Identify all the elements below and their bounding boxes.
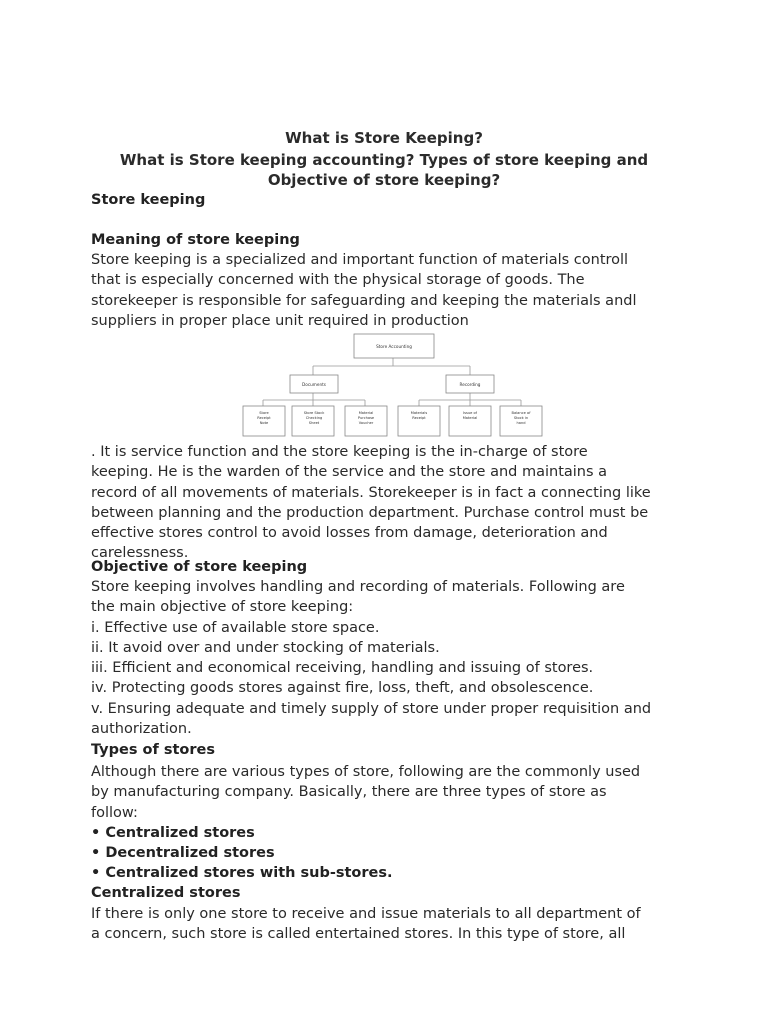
diagram-leaf-label: Store Stock Checking Sheet [303, 411, 325, 425]
paragraph-line: suppliers in proper place unit required in production [91, 312, 469, 329]
diagram-branch-recording: Recording [459, 382, 481, 387]
paragraph-line: Although there are various types of store, following are the commonly used [91, 764, 641, 780]
paragraph-line: effective stores control to avoid losses from damage, deterioration and [91, 525, 608, 542]
bullet-item: • Centralized stores [91, 824, 255, 841]
meaning-paragraph [91, 250, 695, 331]
paragraph-line: . It is service function and the store keeping is the in-charge of store [91, 444, 588, 460]
list-item: ii. It avoid over and under stocking of materials. [91, 639, 440, 656]
bullet-icon: • [91, 845, 106, 862]
types-section [91, 762, 695, 884]
list-item: i. Effective use of available store space. [91, 619, 380, 636]
bullet-item: • Decentralized stores [91, 845, 275, 862]
document-title: What is Store Keeping? [285, 129, 483, 147]
list-item: v. Ensuring adequate and timely supply of store under proper requisition and [91, 700, 652, 717]
meaning-heading: Meaning of store keeping [91, 232, 300, 248]
diagram-branch-documents: Documents [302, 382, 326, 387]
diagram-leaf-label: Materials Receipt [410, 411, 428, 420]
paragraph-line: Store keeping is a specialized and important function of materials controll [91, 252, 629, 268]
diagram-leaf-label: Material Purchase Voucher [357, 411, 375, 425]
diagram-leaf-label: Store Receipt Note [257, 411, 271, 425]
store-keeping-heading: Store keeping [91, 192, 206, 208]
service-paragraph [91, 442, 695, 564]
paragraph-line: If there is only one store to receive and issue materials to all department of [91, 906, 641, 922]
diagram-leaf-label: Balance of Stock in hand [511, 411, 531, 425]
document-subtitle-line-1: What is Store keeping accounting? Types of store keeping and [119, 151, 649, 169]
paragraph-line: follow: [91, 804, 138, 821]
paragraph-line: storekeeper is responsible for safeguarding and keeping the materials andl [91, 292, 637, 309]
objective-section [91, 577, 695, 739]
bullet-item: • Centralized stores with sub-stores. [91, 865, 393, 882]
paragraph-line: between planning and the production department. Purchase control must be [91, 504, 649, 521]
paragraph-line: a concern, such store is called entertained stores. In this type of store, all [91, 926, 626, 943]
store-accounting-diagram [238, 330, 548, 442]
paragraph-line: carelessness. [91, 545, 189, 562]
diagram-root-label: Store Accounting [376, 344, 412, 349]
paragraph-line: keeping. He is the warden of the service and the store and maintains a [91, 464, 608, 481]
list-item: authorization. [91, 721, 192, 738]
paragraph-line: the main objective of store keeping: [91, 599, 354, 616]
types-heading: Types of stores [91, 742, 215, 758]
objective-heading: Objective of store keeping [91, 559, 308, 575]
bullet-icon: • [91, 865, 106, 882]
paragraph-line: by manufacturing company. Basically, there are three types of store as [91, 784, 607, 801]
document-subtitle-line-2: Objective of store keeping? [267, 171, 501, 189]
paragraph-line: record of all movements of materials. Storekeeper is in fact a connecting like [91, 484, 651, 501]
bullet-icon: • [91, 824, 106, 841]
diagram-leaf-label: Issue of Material [462, 411, 478, 420]
paragraph-line: Store keeping involves handling and recording of materials. Following are [91, 579, 625, 595]
paragraph-line: that is especially concerned with the physical storage of goods. The [91, 272, 585, 289]
centralized-paragraph [91, 904, 695, 945]
list-item: iv. Protecting goods stores against fire, loss, theft, and obsolescence. [91, 680, 594, 697]
centralized-heading: Centralized stores [91, 885, 241, 901]
list-item: iii. Efficient and economical receiving, handling and issuing of stores. [91, 660, 594, 677]
